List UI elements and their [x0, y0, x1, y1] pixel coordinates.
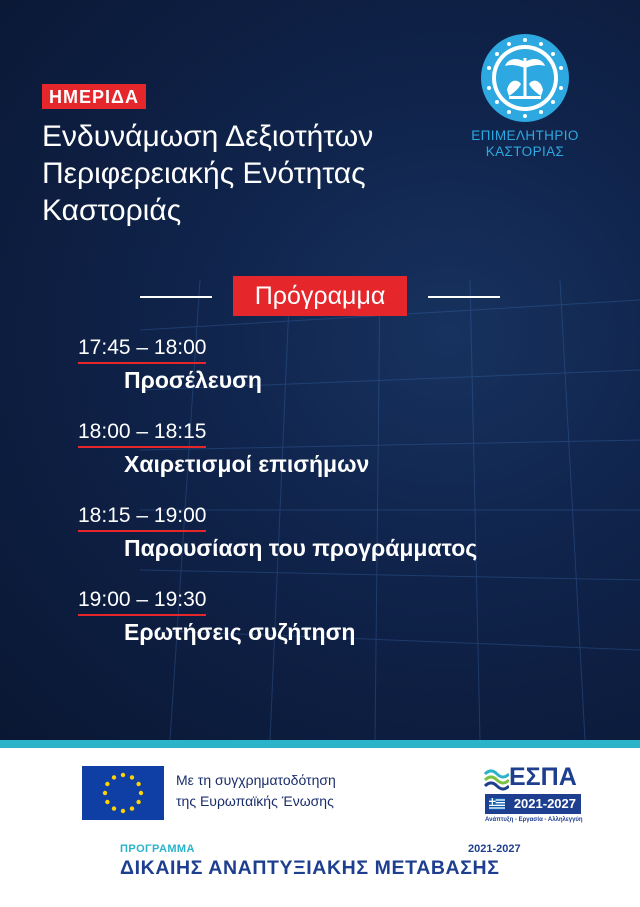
schedule-activity: Ερωτήσεις συζήτηση — [124, 619, 356, 645]
event-title-line: Ενδυνάμωση Δεξιοτήτων — [42, 120, 374, 153]
event-title — [42, 118, 462, 229]
event-title-line: Περιφερειακής Ενότητας — [42, 157, 366, 190]
schedule-activity: Παρουσίαση του προγράμματος — [124, 535, 478, 561]
schedule-time: 17:45 – 18:00 — [78, 334, 206, 364]
program-heading-row — [140, 276, 500, 318]
espa-wave-icon — [483, 766, 509, 792]
accent-stripe — [0, 740, 640, 748]
program-heading: Πρόγραμμα — [233, 276, 407, 316]
espa-title: ΕΣΠΑ — [509, 763, 577, 791]
organizer-logo — [470, 32, 580, 172]
divider-line — [140, 296, 212, 298]
schedule-activity: Χαιρετισμοί επισήμων — [124, 451, 370, 477]
schedule-activity: Προσέλευση — [124, 367, 262, 393]
organizer-name-line: ΕΠΙΜΕΛΗΤΗΡΙΟ — [471, 128, 579, 143]
event-title-line: Καστοριάς — [42, 194, 182, 227]
espa-tagline: Ανάπτυξη - Εργασία - Αλληλεγγύη — [485, 817, 583, 823]
program-years: 2021-2027 — [468, 843, 521, 855]
event-type-badge: ΗΜΕΡΙΔΑ — [42, 84, 146, 109]
eu-cofunding-text — [176, 770, 336, 812]
schedule-time: 19:00 – 19:30 — [78, 586, 206, 616]
organizer-name-line: ΚΑΣΤΟΡΙΑΣ — [485, 144, 565, 159]
schedule-time: 18:15 – 19:00 — [78, 502, 206, 532]
funding-footer — [0, 748, 640, 907]
program-name: ΔΙΚΑΙΗΣ ΑΝΑΠΤΥΞΙΑΚΗΣ ΜΕΤΑΒΑΣΗΣ — [120, 857, 500, 879]
eu-cofunding-line: Με τη συγχρηματοδότηση — [176, 772, 336, 788]
schedule-time: 18:00 – 18:15 — [78, 418, 206, 448]
espa-logo — [483, 760, 583, 830]
greek-flag-icon — [489, 798, 505, 810]
divider-line — [428, 296, 500, 298]
chamber-emblem-icon — [479, 32, 571, 124]
espa-years: 2021-2027 — [485, 794, 581, 814]
eu-cofunding-line: της Ευρωπαϊκής Ένωσης — [176, 793, 334, 809]
organizer-name — [470, 128, 580, 160]
eu-flag-icon — [82, 766, 164, 820]
program-caption: ΠΡΟΓΡΑΜΜΑ — [120, 843, 195, 855]
